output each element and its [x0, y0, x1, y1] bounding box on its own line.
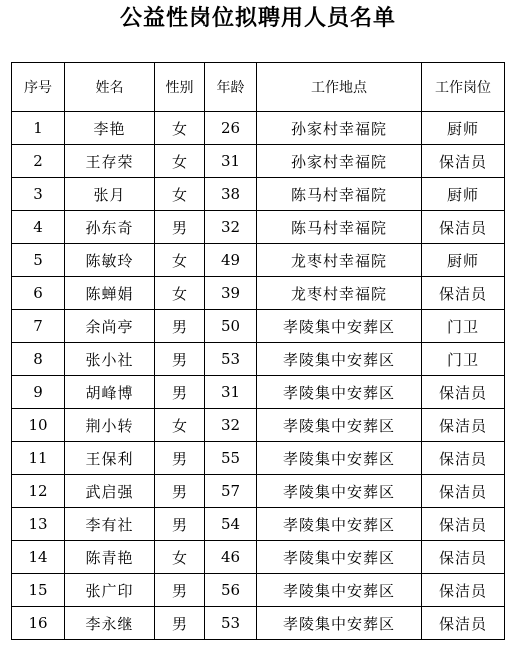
cell-gender: 女 — [155, 409, 205, 442]
cell-name: 张小社 — [65, 343, 155, 376]
table-row — [12, 244, 505, 277]
cell-place: 孝陵集中安葬区 — [257, 607, 422, 640]
table-row — [12, 475, 505, 508]
cell-gender: 男 — [155, 211, 205, 244]
cell-name: 余尚亭 — [65, 310, 155, 343]
table-row — [12, 145, 505, 178]
table-row — [12, 442, 505, 475]
cell-age: 31 — [205, 376, 257, 409]
cell-age: 56 — [205, 574, 257, 607]
cell-age: 32 — [205, 409, 257, 442]
cell-age: 53 — [205, 607, 257, 640]
cell-name: 陈青艳 — [65, 541, 155, 574]
cell-serial-number: 13 — [12, 508, 65, 541]
cell-name: 王存荣 — [65, 145, 155, 178]
cell-gender: 女 — [155, 244, 205, 277]
cell-place: 孙家村幸福院 — [257, 112, 422, 145]
cell-gender: 男 — [155, 475, 205, 508]
cell-serial-number: 4 — [12, 211, 65, 244]
header-work-position: 工作岗位 — [422, 63, 505, 112]
cell-age: 32 — [205, 211, 257, 244]
table-body — [12, 112, 505, 640]
cell-place: 孝陵集中安葬区 — [257, 541, 422, 574]
cell-job: 厨师 — [422, 112, 505, 145]
cell-age: 39 — [205, 277, 257, 310]
cell-place: 孝陵集中安葬区 — [257, 310, 422, 343]
cell-job: 保洁员 — [422, 409, 505, 442]
cell-serial-number: 3 — [12, 178, 65, 211]
cell-job: 保洁员 — [422, 376, 505, 409]
cell-gender: 男 — [155, 310, 205, 343]
table-row — [12, 574, 505, 607]
cell-serial-number: 5 — [12, 244, 65, 277]
cell-place: 陈马村幸福院 — [257, 211, 422, 244]
cell-name: 张月 — [65, 178, 155, 211]
cell-serial-number: 10 — [12, 409, 65, 442]
cell-place: 孝陵集中安葬区 — [257, 376, 422, 409]
cell-job: 保洁员 — [422, 475, 505, 508]
cell-job: 保洁员 — [422, 541, 505, 574]
header-work-location: 工作地点 — [257, 63, 422, 112]
cell-name: 武启强 — [65, 475, 155, 508]
cell-place: 孝陵集中安葬区 — [257, 409, 422, 442]
table-row — [12, 343, 505, 376]
cell-name: 孙东奇 — [65, 211, 155, 244]
header-name: 姓名 — [65, 63, 155, 112]
cell-serial-number: 12 — [12, 475, 65, 508]
cell-job: 厨师 — [422, 244, 505, 277]
cell-name: 李永继 — [65, 607, 155, 640]
table-row — [12, 310, 505, 343]
cell-place: 孝陵集中安葬区 — [257, 442, 422, 475]
cell-job: 厨师 — [422, 178, 505, 211]
header-age: 年龄 — [205, 63, 257, 112]
cell-age: 46 — [205, 541, 257, 574]
cell-gender: 男 — [155, 508, 205, 541]
cell-place: 孙家村幸福院 — [257, 145, 422, 178]
cell-age: 57 — [205, 475, 257, 508]
cell-age: 53 — [205, 343, 257, 376]
cell-job: 门卫 — [422, 343, 505, 376]
cell-name: 胡峰博 — [65, 376, 155, 409]
cell-serial-number: 2 — [12, 145, 65, 178]
cell-age: 49 — [205, 244, 257, 277]
cell-job: 保洁员 — [422, 574, 505, 607]
cell-job: 保洁员 — [422, 607, 505, 640]
table-row — [12, 178, 505, 211]
cell-place: 陈马村幸福院 — [257, 178, 422, 211]
cell-job: 保洁员 — [422, 145, 505, 178]
cell-gender: 男 — [155, 343, 205, 376]
cell-name: 王保利 — [65, 442, 155, 475]
table-row — [12, 508, 505, 541]
header-serial-number: 序号 — [12, 63, 65, 112]
cell-place: 龙枣村幸福院 — [257, 244, 422, 277]
table-row — [12, 376, 505, 409]
cell-name: 荆小转 — [65, 409, 155, 442]
cell-serial-number: 6 — [12, 277, 65, 310]
cell-gender: 男 — [155, 607, 205, 640]
cell-place: 孝陵集中安葬区 — [257, 475, 422, 508]
cell-serial-number: 15 — [12, 574, 65, 607]
cell-gender: 男 — [155, 442, 205, 475]
cell-place: 孝陵集中安葬区 — [257, 574, 422, 607]
cell-age: 38 — [205, 178, 257, 211]
personnel-table — [11, 62, 505, 640]
cell-name: 张广印 — [65, 574, 155, 607]
cell-gender: 女 — [155, 541, 205, 574]
cell-age: 54 — [205, 508, 257, 541]
cell-gender: 女 — [155, 145, 205, 178]
cell-serial-number: 11 — [12, 442, 65, 475]
cell-place: 孝陵集中安葬区 — [257, 343, 422, 376]
table-row — [12, 112, 505, 145]
cell-gender: 男 — [155, 574, 205, 607]
cell-serial-number: 14 — [12, 541, 65, 574]
cell-place: 孝陵集中安葬区 — [257, 508, 422, 541]
cell-age: 31 — [205, 145, 257, 178]
cell-name: 陈敏玲 — [65, 244, 155, 277]
cell-name: 陈蝉娟 — [65, 277, 155, 310]
cell-job: 门卫 — [422, 310, 505, 343]
table-row — [12, 541, 505, 574]
cell-name: 李有社 — [65, 508, 155, 541]
cell-age: 55 — [205, 442, 257, 475]
cell-gender: 女 — [155, 277, 205, 310]
table-row — [12, 409, 505, 442]
cell-serial-number: 7 — [12, 310, 65, 343]
table-header-row — [12, 63, 505, 112]
table-row — [12, 211, 505, 244]
page-title: 公益性岗位拟聘用人员名单 — [119, 6, 396, 31]
cell-job: 保洁员 — [422, 277, 505, 310]
cell-place: 龙枣村幸福院 — [257, 277, 422, 310]
table-row — [12, 607, 505, 640]
cell-gender: 女 — [155, 178, 205, 211]
cell-job: 保洁员 — [422, 508, 505, 541]
cell-age: 50 — [205, 310, 257, 343]
header-gender: 性别 — [155, 63, 205, 112]
cell-job: 保洁员 — [422, 442, 505, 475]
cell-serial-number: 16 — [12, 607, 65, 640]
cell-gender: 男 — [155, 376, 205, 409]
cell-name: 李艳 — [65, 112, 155, 145]
cell-gender: 女 — [155, 112, 205, 145]
cell-job: 保洁员 — [422, 211, 505, 244]
cell-serial-number: 1 — [12, 112, 65, 145]
cell-age: 26 — [205, 112, 257, 145]
table-row — [12, 277, 505, 310]
cell-serial-number: 9 — [12, 376, 65, 409]
cell-serial-number: 8 — [12, 343, 65, 376]
